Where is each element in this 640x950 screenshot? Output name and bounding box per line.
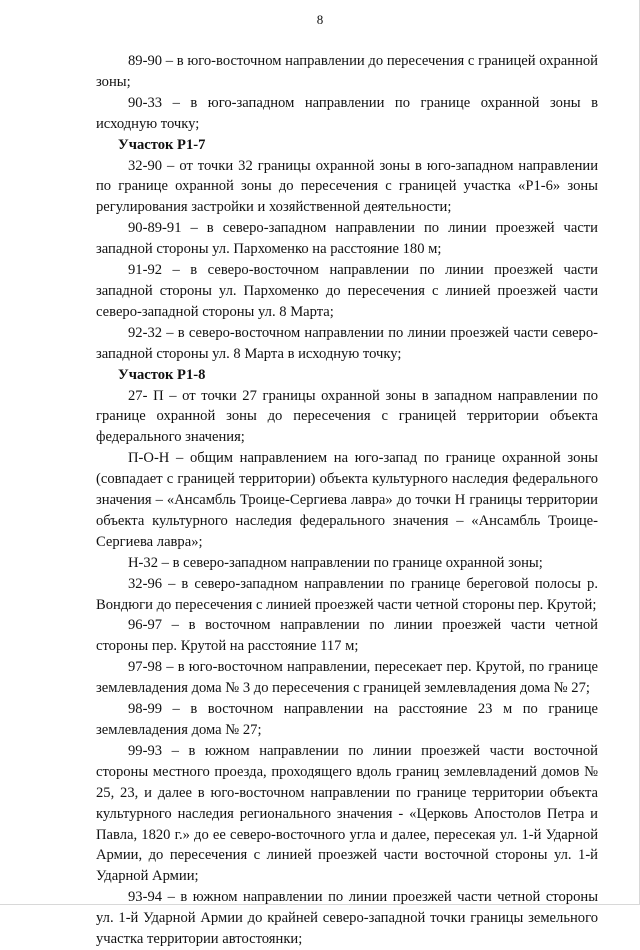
paragraph: 96-97 – в восточном направлении по линии проезжей части четной стороны пер. Крутой на расстояние 117 м; [96, 617, 598, 655]
paragraph: 90-89-91 – в северо-западном направлении по линии проезжей части западной стороны ул. Пархоменко на расстояние 180 м; [96, 220, 598, 258]
paragraph: 97-98 – в юго-восточном направлении, пересекает пер. Крутой, по границе землевладения дома № 3 до пересечения с границей землевладения дома № 27; [96, 659, 598, 697]
paragraph: 32-90 – от точки 32 границы охранной зоны в юго-западном направлении по границе охранной зоны до пересечения с границей участка «Р1-6» зоны регулирования застройки и хозяйственной деятельности; [96, 157, 598, 216]
page-number: 8 [316, 12, 324, 27]
paragraph: 93-94 – в южном направлении по линии проезжей части четной стороны ул. 1-й Ударной Армии до крайней северо-западной точки границы земельного участка территории автостоянки; [96, 889, 598, 948]
paragraph: 98-99 – в восточном направлении на расстояние 23 м по границе землевладения дома № 27; [96, 701, 598, 738]
paragraph: 89-90 – в юго-восточном направлении до пересечения с границей охранной зоны; [96, 53, 598, 90]
paragraph: 91-92 – в северо-восточном направлении по линии проезжей части западной стороны ул. Пархоменко до пересечения с линией проезжей части северо-западной стороны ул. 8 Марта; [96, 262, 598, 320]
paragraph: 90-33 – в юго-западном направлении по границе охранной зоны в исходную точку; [96, 94, 598, 132]
document-body [96, 51, 598, 950]
paragraph: 32-96 – в северо-западном направлении по границе береговой полосы р. Вондюги до пересечения с линией проезжей части четной стороны пер. Крутой; [96, 575, 598, 613]
section-heading: Участок Р1-7 [118, 136, 206, 153]
paragraph: Н-32 – в северо-западном направлении по границе охранной зоны; [128, 554, 543, 571]
paragraph: 92-32 – в северо-восточном направлении по линии проезжей части северо-западной стороны ул. 8 Марта в исходную точку; [96, 324, 598, 362]
section-heading: Участок Р1-8 [118, 366, 206, 383]
paragraph: 99-93 – в южном направлении по линии проезжей части восточной стороны местного проезда, проходящего вдоль границ землевладений домов № 25, 23, и далее в юго-восточном направлении по границе территории объекта культурного наследия регионального значения - «Церковь Апостолов Петра и Павла, 1820 г.» до ее северо-восточного угла и далее, пересекая ул. 1-й Ударной Армии, до пересечения с линией проезжей части восточной стороны ул. 1-й Ударной Армии; [96, 742, 598, 885]
paragraph: П-О-Н – общим направлением на юго-запад по границе охранной зоны (совпадает с границей территории) объекта культурного наследия федерального значения – «Ансамбль Троице-Сергиева лавра» до точки Н границы территории объекта культурного наследия федерального значения – «Ансамбль Троице-Сергиева лавра»; [96, 450, 598, 550]
paragraph: 27- П – от точки 27 границы охранной зоны в западном направлении по границе охранной зоны до пересечения с границей территории объекта федерального значения; [96, 387, 598, 446]
